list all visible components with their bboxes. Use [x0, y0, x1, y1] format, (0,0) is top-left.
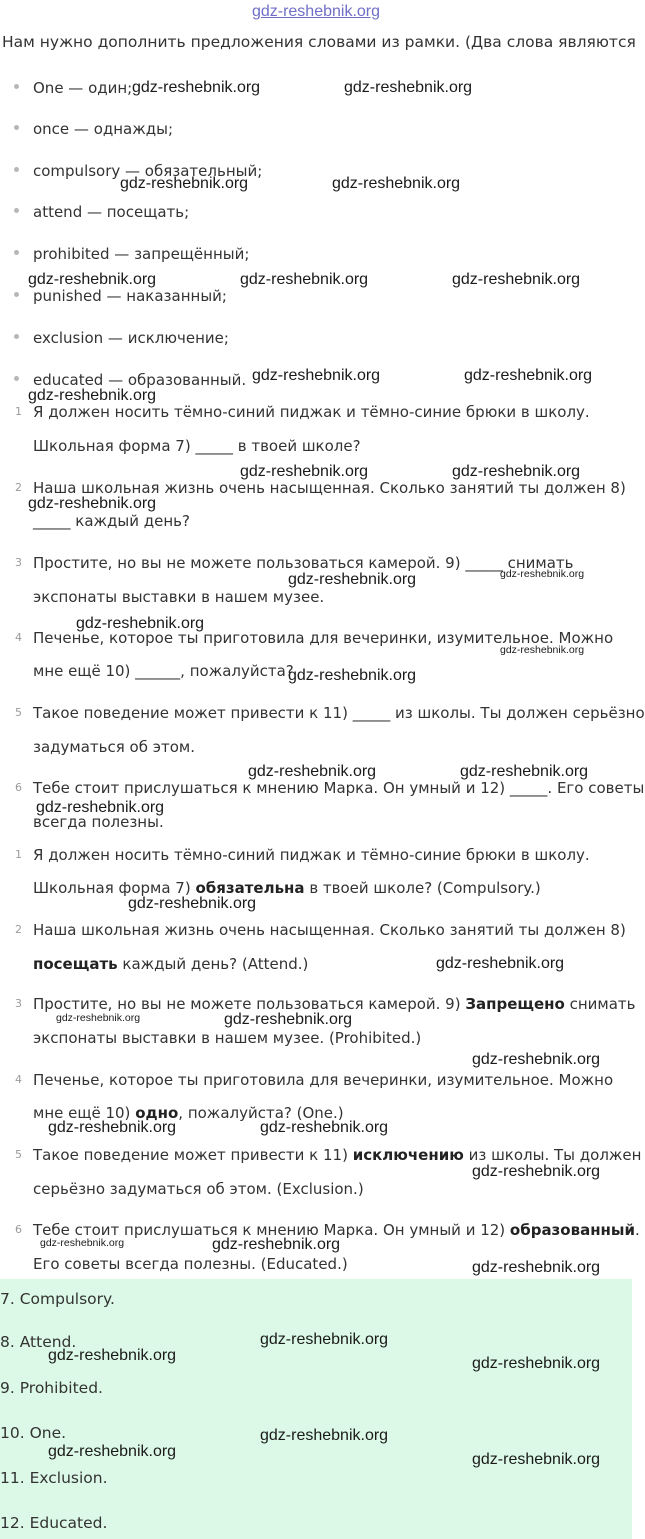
- solution-line: серьёзно задуматься об этом. (Exclusion.): [33, 1180, 364, 1198]
- watermark: gdz-reshebnik.org: [212, 1236, 341, 1253]
- watermark: gdz-reshebnik.org: [472, 1451, 601, 1468]
- task-number: 3: [15, 556, 22, 569]
- watermark: gdz-reshebnik.org: [28, 387, 157, 404]
- task-line: Такое поведение может привести к 11) _____ из школы. Ты должен серьёзно: [33, 704, 645, 722]
- answers-panel: [0, 1279, 632, 1539]
- watermark: gdz-reshebnik.org: [452, 271, 581, 288]
- watermark: gdz-reshebnik.org: [240, 463, 369, 480]
- vocab-item: One — один;: [14, 79, 132, 97]
- bullet-icon: [14, 292, 19, 297]
- solution-line: Школьная форма 7) обязательна в твоей школе? (Compulsory.): [33, 879, 541, 897]
- task-line: Школьная форма 7) _____ в твоей школе?: [33, 437, 361, 455]
- watermark: gdz-reshebnik.org: [28, 495, 157, 512]
- watermark: gdz-reshebnik.org: [252, 367, 381, 384]
- bullet-icon: [14, 208, 19, 213]
- solution-line: Простите, но вы не можете пользоваться камерой. 9) Запрещено снимать: [33, 995, 636, 1013]
- task-line: мне ещё 10) ______, пожалуйста?: [33, 662, 294, 680]
- intro-text: Нам нужно дополнить предложения словами из рамки. (Два слова являются: [2, 33, 636, 51]
- solution-line: Наша школьная жизнь очень насыщенная. Сколько занятий ты должен 8): [33, 921, 626, 939]
- watermark: gdz-reshebnik.org: [28, 271, 157, 288]
- solution-line: Печенье, которое ты приготовила для вечеринки, изумительное. Можно: [33, 1071, 614, 1089]
- watermark: gdz-reshebnik.org: [132, 79, 261, 96]
- solution-number: 2: [15, 923, 22, 936]
- watermark: gdz-reshebnik.org: [288, 571, 417, 588]
- solution-line: Такое поведение может привести к 11) исключению из школы. Ты должен: [33, 1146, 642, 1164]
- bullet-icon: [14, 376, 19, 381]
- task-line: всегда полезны.: [33, 813, 164, 831]
- answer-item: 10. One.: [0, 1424, 67, 1442]
- watermark: gdz-reshebnik.org: [248, 763, 377, 780]
- watermark: gdz-reshebnik.org: [288, 667, 417, 684]
- watermark: gdz-reshebnik.org: [40, 1237, 125, 1249]
- watermark: gdz-reshebnik.org: [464, 367, 593, 384]
- watermark: gdz-reshebnik.org: [452, 463, 581, 480]
- watermark: gdz-reshebnik.org: [460, 763, 589, 780]
- watermark: gdz-reshebnik.org: [36, 799, 165, 816]
- watermark: gdz-reshebnik.org: [76, 615, 205, 632]
- solution-number: 4: [15, 1073, 22, 1086]
- watermark: gdz-reshebnik.org: [224, 1011, 353, 1028]
- solution-number: 3: [15, 997, 22, 1010]
- task-line: Я должен носить тёмно-синий пиджак и тёмно-синие брюки в школу.: [33, 403, 590, 421]
- solution-number: 6: [15, 1223, 22, 1236]
- bullet-icon: [14, 84, 19, 89]
- vocab-item: compulsory — обязательный;: [14, 162, 262, 180]
- watermark: gdz-reshebnik.org: [48, 1443, 177, 1460]
- solution-line: Я должен носить тёмно-синий пиджак и тёмно-синие брюки в школу.: [33, 846, 590, 864]
- task-number: 2: [15, 481, 22, 494]
- watermark: gdz-reshebnik.org: [436, 955, 565, 972]
- solution-line: экспонаты выставки в нашем музее. (Prohibited.): [33, 1029, 422, 1047]
- task-line: задуматься об этом.: [33, 738, 195, 756]
- watermark: gdz-reshebnik.org: [260, 1119, 389, 1136]
- watermark: gdz-reshebnik.org: [500, 568, 585, 580]
- answer-item: 7. Compulsory.: [0, 1290, 115, 1308]
- solution-line: посещать каждый день? (Attend.): [33, 955, 309, 973]
- task-line: Простите, но вы не можете пользоваться камерой. 9) _____ снимать: [33, 554, 574, 572]
- watermark: gdz-reshebnik.org: [48, 1119, 177, 1136]
- vocab-item: educated — образованный.: [14, 371, 246, 389]
- task-number: 5: [15, 706, 22, 719]
- task-number: 6: [15, 781, 22, 794]
- watermark: gdz-reshebnik.org: [128, 895, 257, 912]
- bullet-icon: [14, 167, 19, 172]
- solution-line: Его советы всегда полезны. (Educated.): [33, 1255, 348, 1273]
- task-number: 4: [15, 631, 22, 644]
- watermark: gdz-reshebnik.org: [472, 1259, 601, 1276]
- answer-item: 12. Educated.: [0, 1514, 108, 1532]
- task-number: 1: [15, 405, 22, 418]
- watermark: gdz-reshebnik.org: [240, 271, 369, 288]
- solution-number: 1: [15, 848, 22, 861]
- watermark: gdz-reshebnik.org: [500, 644, 585, 656]
- site-link[interactable]: gdz-reshebnik.org: [251, 3, 381, 20]
- task-line: Тебе стоит прислушаться к мнению Марка. Он умный и 12) _____. Его советы: [33, 779, 645, 797]
- watermark: gdz-reshebnik.org: [260, 1331, 389, 1348]
- answer-item: 11. Exclusion.: [0, 1469, 108, 1487]
- task-line: Печенье, которое ты приготовила для вечеринки, изумительное. Можно: [33, 629, 614, 647]
- watermark: gdz-reshebnik.org: [48, 1347, 177, 1364]
- bullet-icon: [14, 250, 19, 255]
- bullet-icon: [14, 334, 19, 339]
- watermark: gdz-reshebnik.org: [472, 1051, 601, 1068]
- solution-line: Тебе стоит прислушаться к мнению Марка. Он умный и 12) образованный.: [33, 1221, 640, 1239]
- solution-line: мне ещё 10) одно, пожалуйста? (One.): [33, 1104, 344, 1122]
- answer-item: 9. Prohibited.: [0, 1379, 103, 1397]
- task-line: Наша школьная жизнь очень насыщенная. Сколько занятий ты должен 8): [33, 479, 626, 497]
- watermark: gdz-reshebnik.org: [472, 1355, 601, 1372]
- bullet-icon: [14, 125, 19, 130]
- watermark: gdz-reshebnik.org: [332, 175, 461, 192]
- task-line: _____ каждый день?: [33, 512, 190, 530]
- watermark: gdz-reshebnik.org: [344, 79, 473, 96]
- vocab-item: attend — посещать;: [14, 203, 189, 221]
- vocab-item: exclusion — исключение;: [14, 329, 229, 347]
- watermark: gdz-reshebnik.org: [472, 1163, 601, 1180]
- watermark: gdz-reshebnik.org: [260, 1427, 389, 1444]
- task-line: экспонаты выставки в нашем музее.: [33, 588, 325, 606]
- vocab-item: prohibited — запрещённый;: [14, 245, 249, 263]
- answer-item: 8. Attend.: [0, 1333, 77, 1351]
- vocab-item: once — однажды;: [14, 120, 173, 138]
- solution-number: 5: [15, 1148, 22, 1161]
- watermark: gdz-reshebnik.org: [120, 175, 249, 192]
- watermark: gdz-reshebnik.org: [56, 1012, 141, 1024]
- vocab-item: punished — наказанный;: [14, 287, 227, 305]
